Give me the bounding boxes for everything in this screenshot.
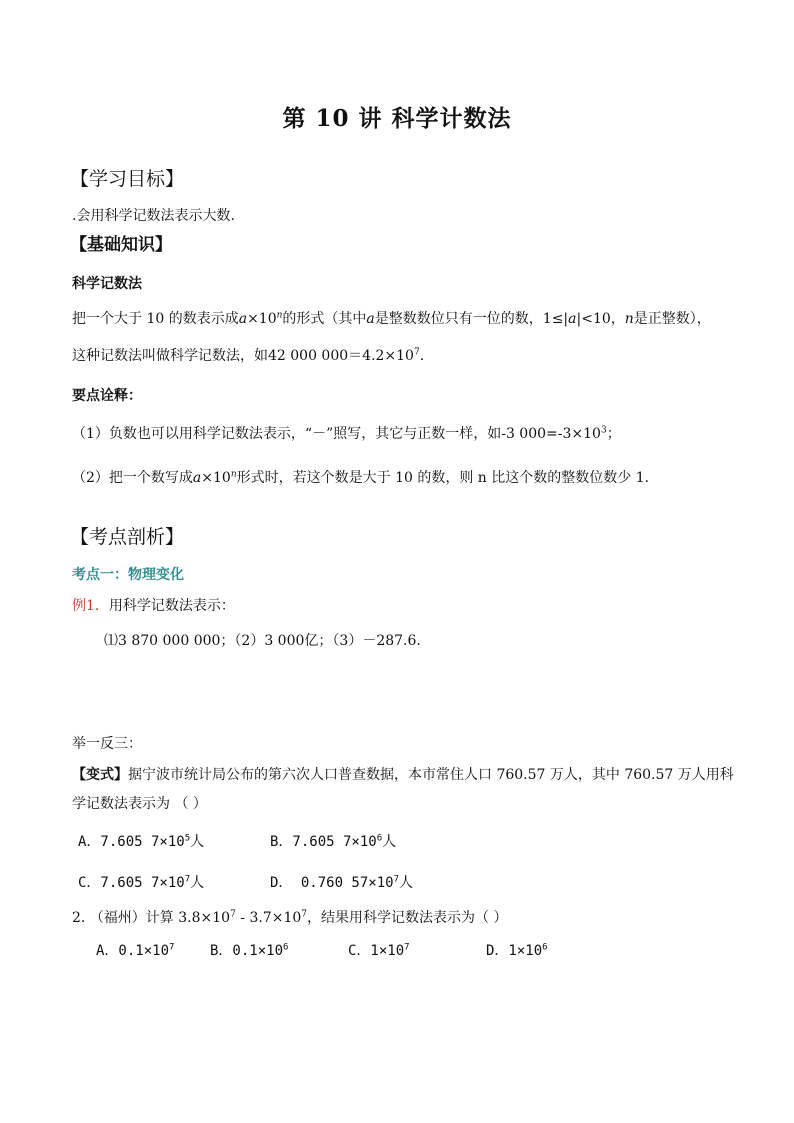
note2-text-a: （2）把一个数写成 — [72, 470, 193, 486]
times-ten-2: ×10 — [201, 470, 231, 486]
note1-text: （1）负数也可以用科学记数法表示，“－”照写，其它与正数一样，如-3 000=-3×10 — [72, 426, 601, 442]
q2-option-c — [348, 940, 410, 960]
section-exam-analysis: 【考点剖析】 — [70, 526, 185, 548]
q2-option-a-text: A．0.1×10 — [96, 943, 170, 959]
question-2 — [72, 907, 507, 927]
exp-7: 7 — [413, 347, 420, 358]
q2-option-b-text: B．0.1×10 — [210, 943, 284, 959]
notes-heading: 要点诠释： — [72, 388, 142, 404]
option-d — [270, 872, 413, 892]
variant-question-2: 学记数法表示为 （ ） — [72, 796, 207, 812]
section-learning-goals: 【学习目标】 — [70, 168, 185, 190]
var-a-3: a — [568, 311, 577, 327]
q2-text: 2. （福州）计算 3.8×10 — [72, 910, 231, 926]
option-c-exp: 7 — [184, 874, 191, 885]
q2-option-a — [96, 940, 174, 960]
option-d-exp: 7 — [393, 874, 399, 885]
exp-n-2: n — [230, 469, 237, 480]
def-part-c: 是整数数位只有一位的数，1≤| — [374, 311, 569, 327]
option-b — [270, 831, 396, 851]
q2-end: ，结果用科学记数法表示为（ ） — [307, 910, 508, 926]
exp-n: n — [276, 310, 283, 321]
page-title: 第 10 讲 科学计数法 — [282, 105, 512, 132]
option-d-unit: 人 — [399, 875, 413, 891]
q2-exp-2: 7 — [301, 909, 307, 920]
option-b-text: B．7.605 7×10 — [270, 834, 377, 850]
var-n: n — [624, 311, 634, 327]
option-c-unit: 人 — [190, 875, 205, 891]
option-a-unit: 人 — [190, 834, 205, 850]
variant-tag: 【变式】 — [72, 767, 128, 783]
variant-question — [72, 764, 734, 784]
times-ten: ×10 — [247, 311, 277, 327]
example-text: 这种记数法叫做科学记数法，如42 000 000＝4.2×10 — [72, 348, 414, 364]
q2-option-c-exp: 7 — [404, 942, 410, 953]
example-1-items: ⑴3 870 000 000；（2）3 000亿；（3）－287.6. — [104, 633, 421, 649]
practice-heading: 举一反三： — [72, 736, 142, 752]
variant-text: 据宁波市统计局公布的第六次人口普查数据，本市常住人口 760.57 万人，其中 760.57 万人用科 — [128, 767, 734, 783]
q2-exp-1: 7 — [230, 909, 236, 920]
sci-notation-heading: 科学记数法 — [72, 276, 142, 292]
example-end: . — [419, 348, 425, 364]
q2-option-a-exp: 7 — [169, 942, 175, 953]
def-part-a: 把一个大于 10 的数表示成 — [72, 311, 239, 327]
goal-line: .会用科学记数法表示大数. — [72, 208, 235, 224]
def-part-d: |<10， — [576, 311, 625, 327]
option-c — [78, 872, 204, 892]
option-a-text: A．7.605 7×10 — [78, 834, 185, 850]
key-point-1: 考点一：物理变化 — [72, 567, 184, 583]
section-basic-knowledge: 【基础知识】 — [70, 235, 172, 255]
q2-option-b-exp: 6 — [283, 942, 289, 953]
example-1-text: 用科学记数法表示： — [108, 598, 235, 614]
q2-mid: - 3.7×10 — [235, 910, 302, 926]
example-1-label: 例1． — [72, 598, 109, 614]
exp-3: 3 — [600, 425, 607, 436]
q2-option-b — [210, 940, 288, 960]
note-2 — [72, 467, 649, 487]
def-part-b: 的形式（其中 — [282, 311, 367, 327]
var-a-4: a — [192, 470, 202, 486]
example-line — [72, 345, 424, 365]
q2-option-c-text: C．1×10 — [348, 943, 405, 959]
option-c-text: C．7.605 7×10 — [78, 875, 185, 891]
q2-option-d — [486, 940, 548, 960]
option-b-exp: 6 — [376, 833, 383, 844]
option-d-text: D． 0.760 57×10 — [270, 875, 394, 891]
definition-line — [72, 308, 711, 328]
note2-text-b: 形式时，若这个数是大于 10 的数，则 n 比这个数的整数位数少 1. — [236, 470, 650, 486]
option-a — [78, 831, 204, 851]
q2-option-d-exp: 6 — [542, 942, 548, 953]
note-1 — [72, 423, 621, 443]
var-a: a — [238, 311, 248, 327]
note1-end: ； — [606, 426, 621, 442]
q2-option-d-text: D．1×10 — [486, 943, 543, 959]
option-a-exp: 5 — [184, 833, 191, 844]
var-a-2: a — [366, 311, 375, 327]
option-b-unit: 人 — [382, 834, 397, 850]
def-part-e: 是正整数）， — [633, 311, 711, 327]
example-1 — [72, 595, 235, 615]
